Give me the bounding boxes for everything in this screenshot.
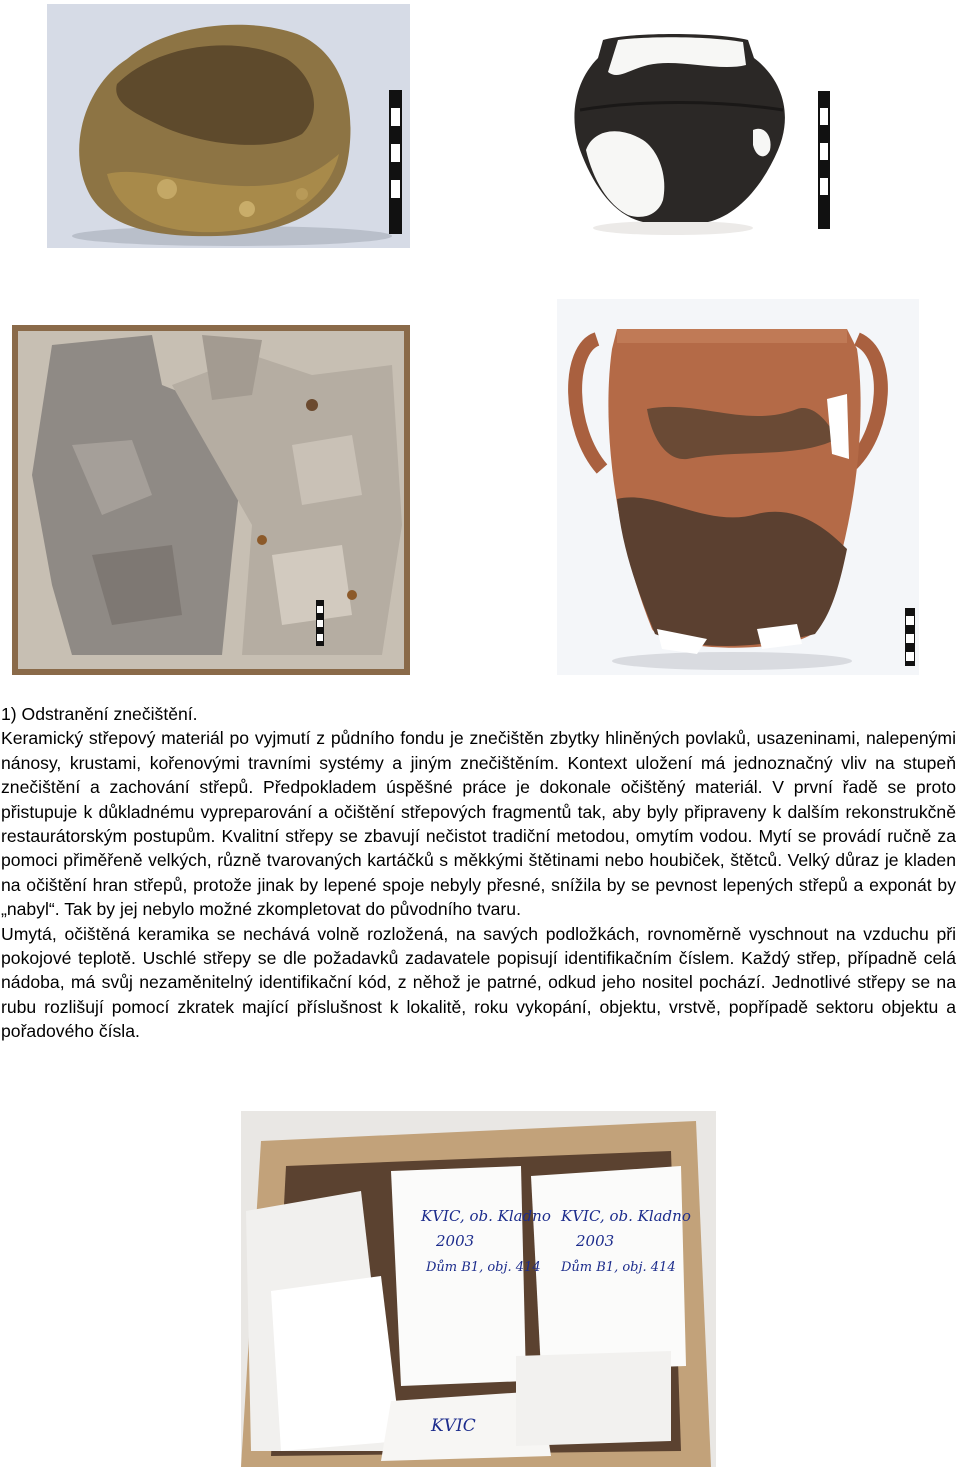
photo-reconstructed-pot	[558, 10, 810, 238]
photo-two-handled-vessel	[557, 299, 919, 675]
paragraph-1: Keramický střepový materiál po vyjmutí z půdního fondu je znečištěn zbytky hliněných povlaků, usazeninami, nalepenými nánosy, krustami, kořenovými travními systémy a jiným znečištěním. Kontext uložení má jednoznačný vliv na stupeň znečištění a zachování střepů. Předpokladem úspěšné práce je dokonale očištěný materiál. V první řadě se proto přistupuje k důkladnému vypreparování a očištění střepových fragmentů tak, aby byly připraveny k dalším rekonstrukčně restaurátorským postupům. Kvalitní střepy se zbavují nečistot tradiční metodou, omytím vodou. Mytí se provádí ručně za pomoci přiměřeně velkých, různě tvarovaných kartáčků s měkkými štětinami nebo houbiček, štětců. Velký důraz je kladen na očištění hran střepů, protože jinak by lepené spoje nebyly přesné, snížila by se pevnost lepených střepů a exponát by „nabyl“. Tak by jej nebylo možné zkompletovat do původního tvaru.	[1, 728, 956, 920]
svg-text:KVIC: KVIC	[431, 1416, 476, 1436]
photo-clod-covered-pottery	[47, 4, 410, 248]
scale-bar	[389, 90, 402, 234]
text-section	[1, 702, 956, 1044]
section-heading: 1) Odstranění znečištění.	[1, 704, 198, 724]
svg-text:KVIC, ob. Kladno: KVIC, ob. Kladno	[421, 1207, 551, 1225]
svg-text:KVIC, ob. Kladno: KVIC, ob. Kladno	[561, 1207, 691, 1225]
scale-bar	[316, 600, 324, 646]
svg-text:2003: 2003	[576, 1232, 615, 1250]
svg-text:Dům B1, obj. 414: Dům B1, obj. 414	[561, 1260, 676, 1275]
svg-text:2003: 2003	[436, 1232, 475, 1250]
paragraph-2: Umytá, očištěná keramika se nechává volně rozložená, na savých podložkách, rovnoměrně vyschnout na vzduchu při pokojové teplotě. Uschlé střepy se dle požadavků zadavatele popisují identifikačním číslem. Každý střep, případně celá nádoba, má svůj nezaměnitelný identifikační kód, z něhož je patrné, odkud jeho nositel pochází. Jednotlivé střepy se na rubu rozlišují pomocí zkratek mající příslušnost k lokalitě, roku vykopání, objektu, vrstvě, popřípadě sektoru objektu a pořadového čísla.	[1, 923, 956, 1042]
photo-sherds-in-box	[12, 325, 410, 675]
photo-bags-in-box	[241, 1111, 716, 1467]
scale-bar	[905, 608, 915, 666]
svg-text:Dům B1, obj. 414: Dům B1, obj. 414	[426, 1260, 541, 1275]
scale-bar	[818, 91, 830, 229]
